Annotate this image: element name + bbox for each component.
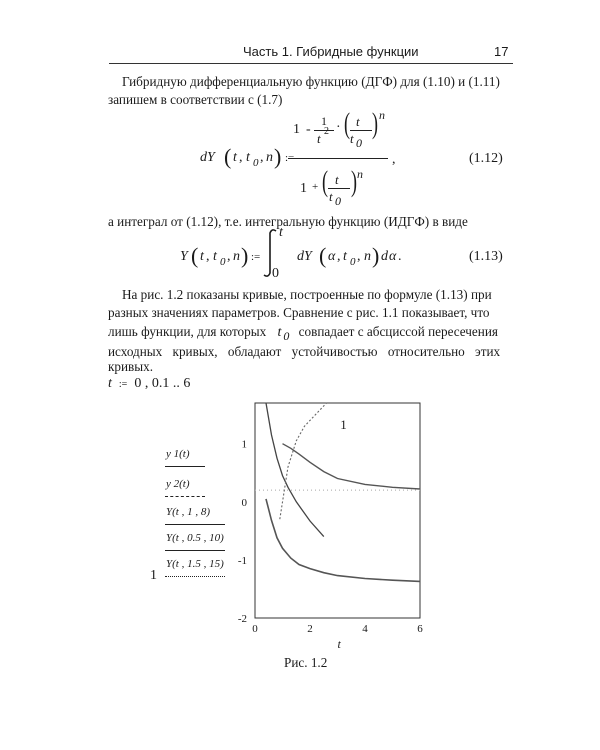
x-tick-label: 0	[252, 623, 258, 635]
eq1-lhs-comma-2: ,	[260, 150, 264, 165]
y-tick-label: -2	[237, 613, 247, 625]
eq2-int-lower: 0	[272, 266, 279, 281]
eq2-int-upper: t	[279, 225, 283, 240]
eq1-num-in-t0: t	[350, 131, 354, 146]
x-axis-label: t	[337, 637, 341, 651]
legend-y2: y 2(t)	[166, 478, 190, 490]
eq1-num-in-t: t	[356, 114, 360, 129]
plot-frame	[255, 403, 420, 618]
paragraph-2: а интеграл от (1.12), т.е. интегральную функцию (ИДГФ) в виде	[108, 214, 468, 229]
figure-side-number: 1	[150, 568, 157, 583]
y-tick-label: 0	[241, 496, 247, 509]
page-number: 17	[494, 44, 509, 59]
eq1-assign: :=	[285, 152, 295, 164]
paragraph-3-line-1: На рис. 1.2 показаны кривые, построенные по формуле (1.13) при	[122, 287, 492, 302]
eq1-num-frac-t: t	[317, 131, 321, 146]
eq2-rhs-t0: t	[343, 249, 347, 264]
eq1-comma: ,	[392, 152, 396, 167]
eq2-lhs-comma-2: ,	[227, 249, 231, 264]
eq1-num-dot: ·	[336, 120, 341, 135]
plot-series	[255, 403, 420, 581]
eq2-lhs-t0-sub: 0	[220, 256, 226, 268]
eq1-den-paren-open: (	[322, 165, 328, 198]
eq2-assign: :=	[251, 251, 261, 263]
p3-line3-var-sub: 0	[283, 329, 290, 343]
figure-caption: Рис. 1.2	[284, 655, 328, 670]
series-line-3	[283, 444, 421, 489]
range-values: 0 , 0.1 .. 6	[134, 376, 191, 391]
plot-annotation: 1	[340, 417, 347, 433]
eq1-num-frac-sq: 2	[324, 126, 329, 137]
eq1-den-paren-close: )	[351, 165, 357, 198]
eq1-lhs-t0-sub: 0	[253, 157, 259, 169]
eq1-lhs-n: n	[266, 150, 273, 165]
x-tick-label: 6	[417, 623, 423, 635]
paragraph-3-line-5: кривых.	[108, 359, 154, 374]
eq1-num-paren-open: (	[344, 107, 350, 140]
eq1-den-pow-n: n	[357, 167, 363, 181]
series-line-1	[266, 403, 324, 537]
eq2-lhs-Y: Y	[180, 249, 188, 264]
eq1-num-frac-one: 1	[321, 114, 327, 128]
eq1-num-one: 1	[293, 122, 300, 137]
eq1-num-pow-n: n	[379, 108, 385, 122]
legend-y1: y 1(t)	[166, 448, 190, 460]
series-line-4	[266, 499, 420, 582]
eq2-rhs-paren-close: )	[372, 243, 380, 268]
eq1-num-in-t0-sub: 0	[356, 136, 362, 150]
eq2-rhs-d: d	[381, 249, 388, 264]
eq2-lhs-comma-1: ,	[206, 249, 210, 264]
series-line-2	[280, 403, 327, 519]
running-title: Часть 1. Гибридные функции	[243, 44, 419, 59]
eq2-lhs-t: t	[200, 249, 204, 264]
paragraph-1-line-2: запишем в соответствии с (1.7)	[108, 92, 283, 107]
x-tick-labels	[252, 623, 423, 635]
y-tick-label: -1	[237, 554, 247, 567]
eq2-lhs-t0: t	[213, 249, 217, 264]
eq1-num-paren-close: )	[372, 107, 378, 140]
y-tick-labels	[238, 439, 248, 625]
eq2-rhs-comma-1: ,	[337, 249, 341, 264]
eq1-lhs-t: t	[233, 150, 237, 165]
eq2-label: (1.13)	[469, 249, 503, 264]
x-tick-label: 2	[307, 623, 313, 635]
eq1-den-in-t0: t	[329, 189, 333, 204]
eq2-rhs-t0-sub: 0	[350, 256, 356, 268]
range-assign: :=	[118, 379, 128, 390]
eq2-rhs-alpha: α	[328, 249, 336, 264]
eq1-lhs-t0: t	[246, 150, 250, 165]
eq2-rhs-paren-open: (	[319, 243, 327, 268]
paragraph-3-line-4: исходных кривых, обладают устойчивостью относительно этих	[108, 344, 501, 359]
p3-line3-text-a: лишь функции, для которых	[108, 324, 267, 339]
y-tick-label: 1	[241, 438, 247, 451]
eq1-lhs-comma-1: ,	[239, 150, 243, 165]
range-var: t	[108, 376, 112, 391]
p3-line3-text-b: совпадает с абсциссой пересечения	[298, 324, 498, 339]
eq2-rhs-dY: dY	[297, 249, 312, 264]
eq2-rhs-alpha-2: α	[389, 249, 397, 264]
eq2-lhs-paren-open: (	[191, 243, 199, 268]
eq2-rhs-n: n	[364, 249, 371, 264]
paragraph-3-line-2: разных значениях параметров. Сравнение с рис. 1.1 показывает, что	[108, 305, 490, 320]
legend-Y-15-15: Y(t , 1.5 , 15)	[166, 558, 224, 570]
x-tick-label: 4	[362, 623, 368, 635]
eq1-label: (1.12)	[469, 151, 503, 166]
eq1-num-minus: -	[306, 122, 311, 137]
p3-line3-var-t: t	[277, 325, 282, 340]
paragraph-1-line-1: Гибридную дифференциальную функцию (ДГФ) для (1.10) и (1.11)	[122, 74, 500, 89]
eq2-lhs-paren-close: )	[241, 243, 249, 268]
eq2-rhs-comma-2: ,	[357, 249, 361, 264]
eq1-den-plus: +	[312, 181, 319, 193]
eq1-lhs-dY: dY	[200, 150, 215, 165]
eq2-period: .	[398, 249, 402, 264]
eq1-den-in-t0-sub: 0	[335, 194, 341, 208]
eq1-den-in-t: t	[335, 172, 339, 187]
legend-Y-05-10: Y(t , 0.5 , 10)	[166, 532, 224, 544]
eq1-lhs-paren-close: )	[274, 144, 282, 169]
eq1-den-one: 1	[300, 181, 307, 196]
eq1-lhs-paren-open: (	[224, 144, 232, 169]
eq2-lhs-n: n	[233, 249, 240, 264]
legend-Y-1-8: Y(t , 1 , 8)	[166, 506, 210, 518]
